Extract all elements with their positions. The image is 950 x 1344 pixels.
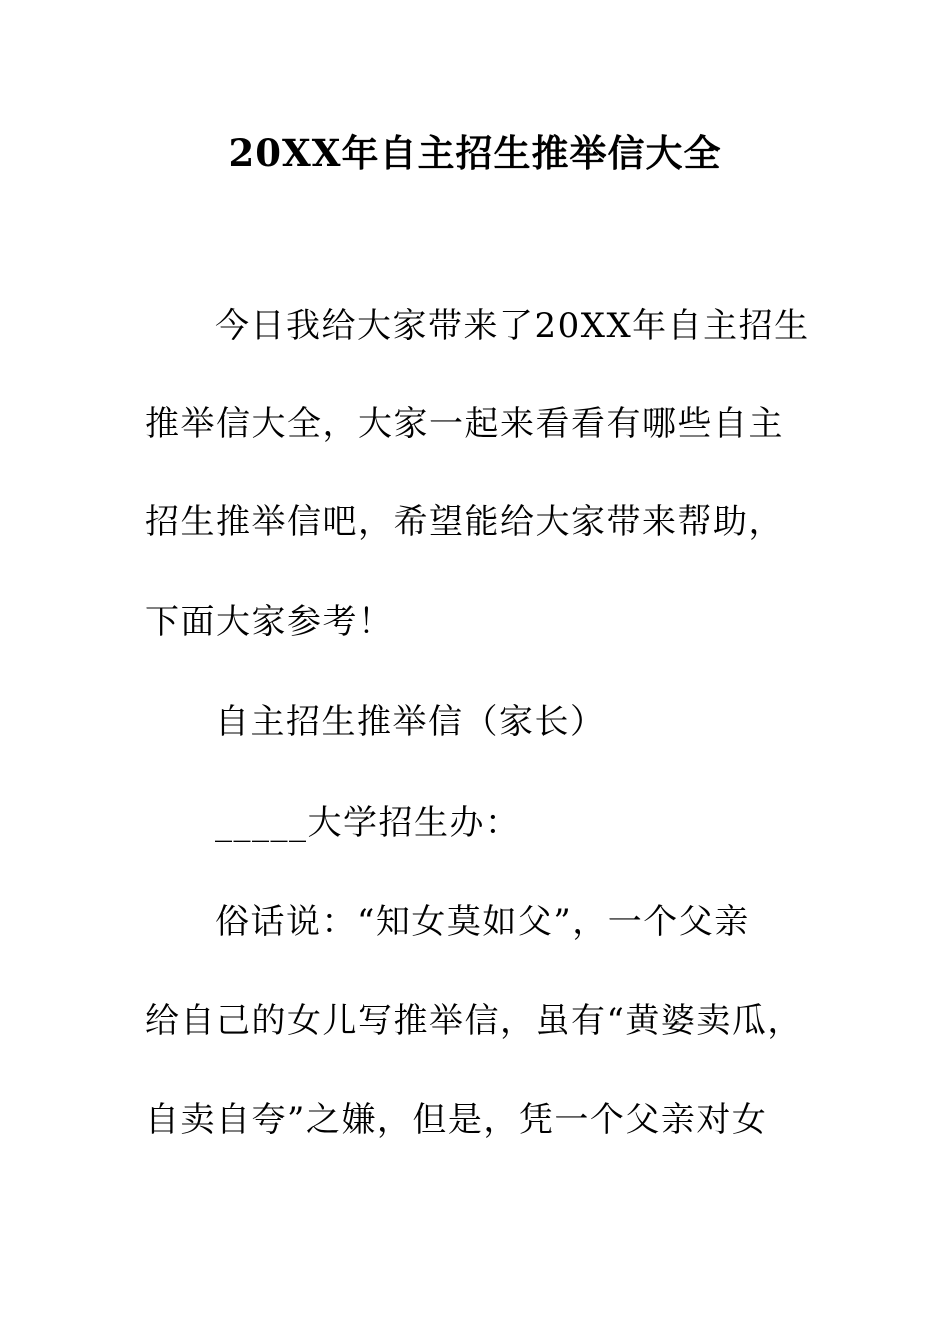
- paragraph-line: 推举信大全，大家一起来看看有哪些自主: [145, 404, 784, 444]
- paragraph-line: 自卖自夸”之嫌，但是，凭一个父亲对女: [145, 1100, 768, 1140]
- salutation-line: _____大学招生办：: [215, 803, 521, 843]
- paragraph-line: 招生推举信吧，希望能给大家带来帮助，: [145, 502, 784, 542]
- paragraph-line: 下面大家参考！: [145, 602, 394, 642]
- paragraph-line: 给自己的女儿写推举信，虽有“黄婆卖瓜，: [145, 1001, 803, 1041]
- paragraph-line: 今日我给大家带来了20XX年自主招生: [215, 306, 810, 346]
- paragraph-line: 俗话说：“知女莫如父”，一个父亲: [215, 902, 750, 942]
- document-title: 20XX年自主招生推举信大全: [228, 131, 722, 175]
- section-heading: 自主招生推举信（家长）: [215, 702, 606, 742]
